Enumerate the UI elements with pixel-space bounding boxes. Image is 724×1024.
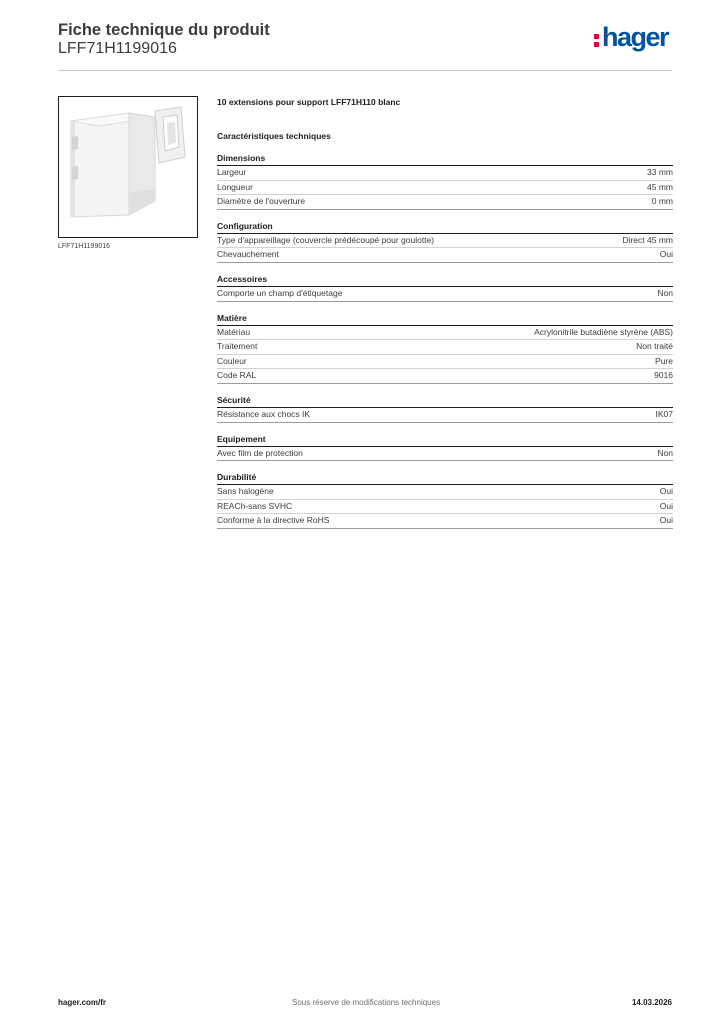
- spec-row: [217, 369, 673, 384]
- group-title: Equipement: [217, 433, 673, 447]
- spec-row: [217, 195, 673, 210]
- page-title: Fiche technique du produit: [58, 21, 270, 39]
- product-reference: LFF71H1199016: [58, 40, 177, 57]
- specifications: [217, 96, 673, 529]
- spec-row: [217, 166, 673, 181]
- spec-label: Avec film de protection: [217, 447, 303, 458]
- spec-value: Acrylonitrile butadiène styrène (ABS): [534, 326, 673, 337]
- spec-value: 33 mm: [647, 167, 673, 177]
- spec-label: REACh-sans SVHC: [217, 500, 293, 511]
- spec-group-dimensions: [217, 152, 673, 210]
- spec-label: Sans halogène: [217, 486, 274, 497]
- spec-row: [217, 287, 673, 302]
- header-divider: [58, 70, 672, 71]
- spec-value: Pure: [655, 355, 673, 366]
- spec-group-matiere: [217, 312, 673, 384]
- spec-row: [217, 447, 673, 462]
- spec-group-durabilite: [217, 471, 673, 529]
- spec-label: Type d'appareillage (couvercle prédécoupé pour goulotte): [217, 234, 435, 245]
- logo-dot-icon: [594, 34, 599, 39]
- spec-group-configuration: [217, 220, 673, 263]
- spec-label: Résistance aux chocs IK: [217, 408, 311, 419]
- spec-row: [217, 248, 673, 263]
- spec-row: [217, 355, 673, 370]
- spec-row: [217, 234, 673, 249]
- spec-value: Oui: [659, 515, 673, 526]
- footer-website-link[interactable]: hager.com/fr: [58, 998, 107, 1007]
- logo-text: hager: [602, 22, 669, 52]
- spec-label: Matériau: [217, 326, 251, 337]
- spec-label: Largeur: [217, 167, 247, 177]
- spec-value: 9016: [654, 370, 673, 381]
- spec-label: Couleur: [217, 355, 247, 366]
- image-caption: LFF71H1199016: [58, 243, 111, 250]
- spec-group-accessoires: [217, 273, 673, 302]
- spec-group-securite: [217, 394, 673, 423]
- spec-value: Oui: [659, 249, 673, 260]
- footer-date: 14.03.2026: [631, 998, 672, 1007]
- spec-label: Longueur: [217, 181, 253, 192]
- hager-logo: [594, 22, 674, 58]
- spec-label: Chevauchement: [217, 249, 279, 260]
- spec-value: IK07: [655, 408, 673, 419]
- spec-row: [217, 514, 673, 529]
- group-title: Dimensions: [217, 152, 673, 166]
- spec-value: 0 mm: [651, 196, 673, 207]
- spec-row: [217, 485, 673, 500]
- spec-label: Diamètre de l'ouverture: [217, 196, 306, 207]
- spec-value: Direct 45 mm: [622, 234, 673, 245]
- spec-value: 45 mm: [647, 181, 673, 192]
- group-title: Configuration: [217, 220, 673, 234]
- logo-dot-icon: [594, 42, 599, 47]
- spec-value: Non: [657, 287, 673, 298]
- spec-value: Oui: [659, 486, 673, 497]
- spec-value: Non traité: [636, 341, 673, 352]
- product-illustration-icon: [59, 97, 197, 237]
- group-title: Matière: [217, 312, 673, 326]
- product-description: 10 extensions pour support LFF71H110 blanc: [217, 97, 401, 107]
- spec-row: [217, 326, 673, 341]
- product-image: [58, 96, 198, 238]
- spec-label: Traitement: [217, 341, 258, 352]
- spec-label: Comporte un champ d'étiquetage: [217, 287, 343, 298]
- spec-label: Conforme à la directive RoHS: [217, 515, 330, 526]
- spec-value: Non: [657, 447, 673, 458]
- group-title: Sécurité: [217, 394, 673, 408]
- spec-row: [217, 408, 673, 423]
- spec-label: Code RAL: [217, 370, 257, 381]
- spec-row: [217, 181, 673, 196]
- spec-row: [217, 500, 673, 515]
- footer-disclaimer: Sous réserve de modifications techniques: [292, 998, 441, 1007]
- section-heading: Caractéristiques techniques: [217, 131, 331, 141]
- group-title: Accessoires: [217, 273, 673, 287]
- spec-value: Oui: [659, 500, 673, 511]
- spec-row: [217, 340, 673, 355]
- group-title: Durabilité: [217, 471, 673, 485]
- spec-group-equipement: [217, 433, 673, 462]
